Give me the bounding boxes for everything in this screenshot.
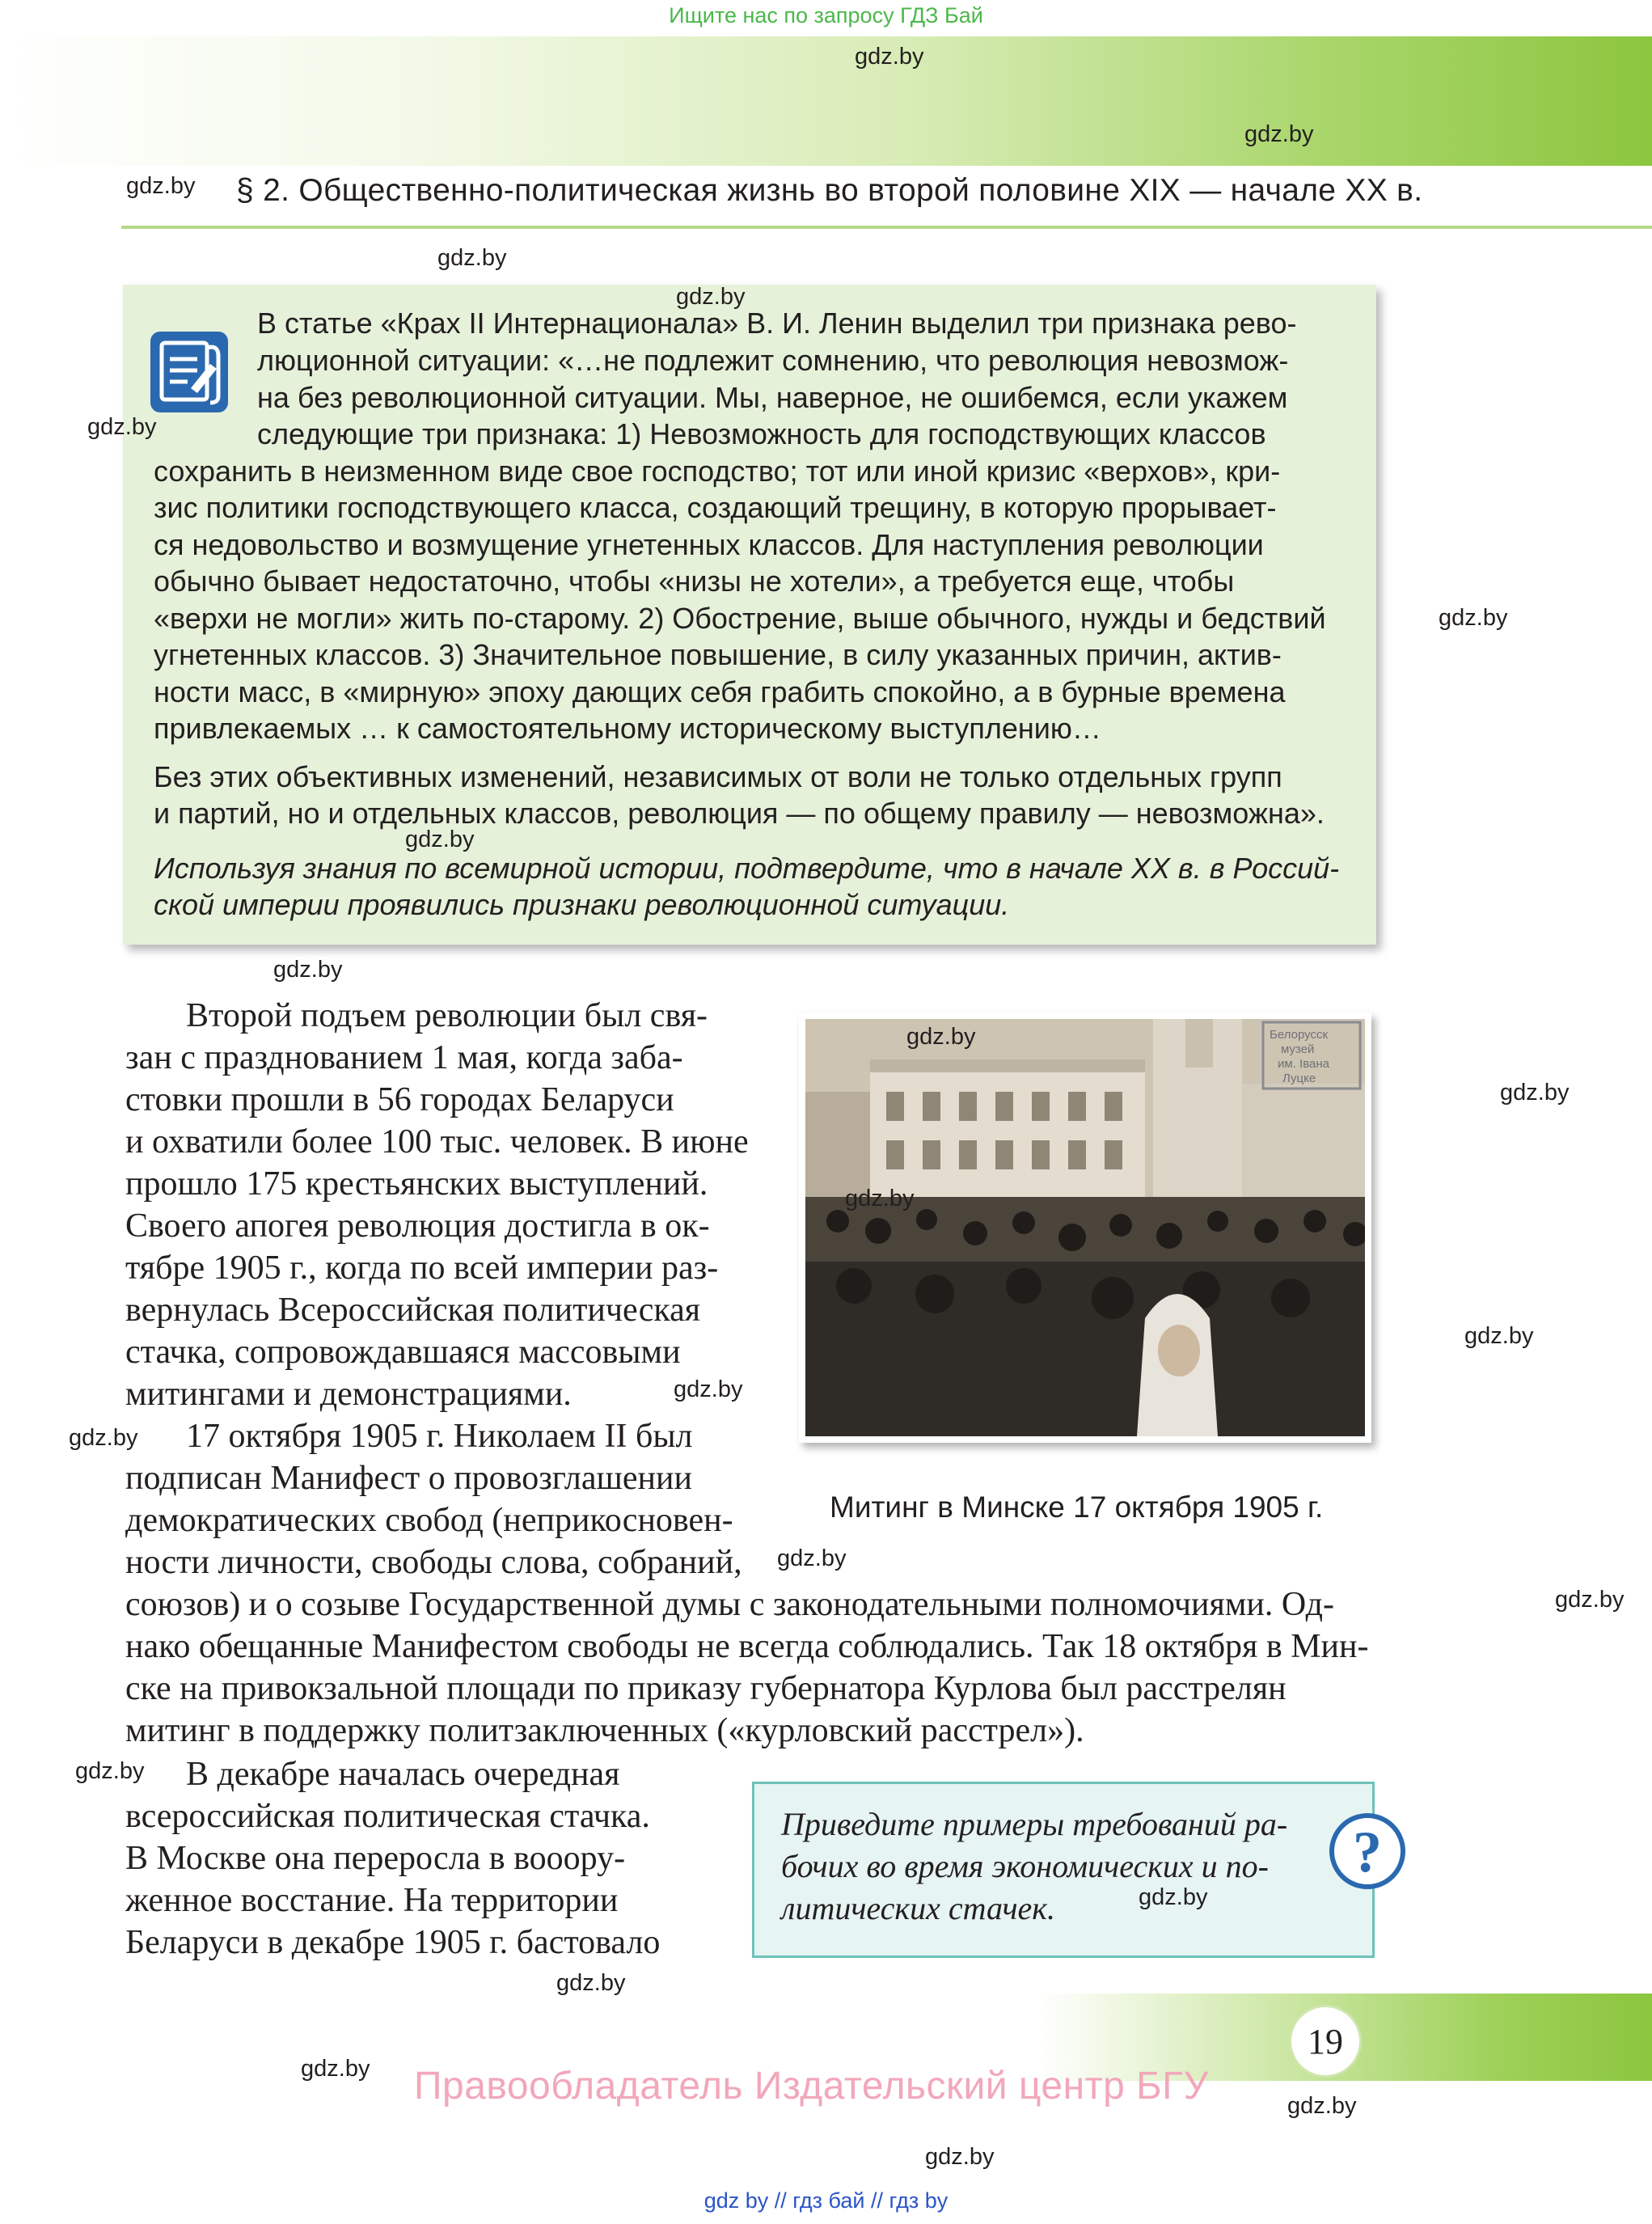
watermark: gdz.by xyxy=(855,44,924,70)
header-divider xyxy=(121,226,1652,229)
photo-stamp-line: им. Івана xyxy=(1278,1057,1329,1071)
question-mark-icon xyxy=(1328,1812,1407,1891)
watermark: gdz.by xyxy=(777,1545,847,1571)
watermark: gdz.by xyxy=(556,1970,626,1996)
quote-task-line: Используя знания по всемирной истории, подтвердите, что в начале XX в. в Россий- xyxy=(154,852,1340,885)
quote-line: Без этих объективных изменений, независимых от воли не только отдельных групп xyxy=(154,760,1282,793)
body-line: стовки прошли в 56 городах Беларуси xyxy=(125,1081,674,1118)
body-line: Второй подъем революции был свя- xyxy=(186,997,708,1034)
section-title: § 2. Общественно-политическая жизнь во второй половине XIX — начале XX в. xyxy=(236,173,1423,208)
quote-line: зис политики господствующего класса, создающий трещину, в которую прорывает- xyxy=(154,491,1277,524)
watermark: gdz.by xyxy=(1287,2093,1357,2119)
quote-line: ся недовольство и возмущение угнетенных классов. Для наступления революции xyxy=(154,528,1264,561)
question-line: бочих во время экономических и по- xyxy=(781,1848,1269,1884)
body-line: и охватили более 100 тыс. человек. В июне xyxy=(125,1123,749,1161)
quote-line: следующие три признака: 1) Невозможность для господствующих классов xyxy=(257,417,1266,450)
watermark: gdz.by xyxy=(87,414,157,440)
watermark: gdz.by xyxy=(437,245,507,271)
body-line: стачка, сопровождавшаяся массовыми xyxy=(125,1334,681,1371)
body-line: всероссийская политическая стачка. xyxy=(125,1798,650,1835)
footer-links[interactable]: gdz by // гдз бай // гдз by xyxy=(703,2188,949,2213)
body-line: В Москве она переросла в вооору- xyxy=(125,1840,626,1877)
watermark: gdz.by xyxy=(906,1024,976,1050)
body-line: зан с празднованием 1 мая, когда заба- xyxy=(125,1039,683,1076)
page-number: 19 xyxy=(1289,2005,1362,2078)
watermark: gdz.by xyxy=(674,1376,743,1402)
watermark: gdz.by xyxy=(126,173,196,199)
quote-line: люционной ситуации: «…не подлежит сомнению, что революция невозмож- xyxy=(257,344,1289,377)
quote-line: ности масс, в «мирную» эпоху дающих себя грабить спокойно, а в бурные времена xyxy=(154,675,1286,708)
quote-line: угнетенных классов. 3) Значительное повышение, в силу указанных причин, актив- xyxy=(154,638,1282,671)
watermark: gdz.by xyxy=(845,1186,915,1211)
body-line: Беларуси в декабре 1905 г. бастовало xyxy=(125,1924,661,1961)
watermark: gdz.by xyxy=(1139,1884,1208,1910)
body-line: митингами и демонстрациями. xyxy=(125,1376,572,1413)
body-line: В декабре началась очередная xyxy=(186,1756,620,1793)
quote-line: сохранить в неизменном виде свое господство; тот или иной кризис «верхов», кри- xyxy=(154,455,1281,488)
quote-line: и партий, но и отдельных классов, революция — по общему правилу — невозможна». xyxy=(154,797,1325,830)
question-line: Приведите примеры требований ра- xyxy=(781,1806,1288,1842)
watermark: gdz.by xyxy=(676,284,746,310)
photo-stamp-line: Белорусск xyxy=(1270,1028,1329,1042)
watermark: gdz.by xyxy=(301,2056,370,2082)
body-line: ске на привокзальной площади по приказу губернатора Курлова был расстрелян xyxy=(125,1670,1287,1707)
photo-stamp-line: Луцке xyxy=(1282,1072,1316,1085)
watermark: gdz.by xyxy=(925,2144,995,2170)
watermark: gdz.by xyxy=(69,1425,138,1451)
quote-line: на без революционной ситуации. Мы, наверное, не ошибемся, если укажем xyxy=(257,381,1288,414)
body-line: союзов) и о созыве Государственной думы с законодательными полномочиями. Од- xyxy=(125,1586,1335,1623)
photo-caption: Митинг в Минске 17 октября 1905 г. xyxy=(830,1490,1324,1524)
watermark: gdz.by xyxy=(75,1758,145,1784)
body-line: 17 октября 1905 г. Николаем II был xyxy=(186,1418,693,1455)
question-mark-glyph: ? xyxy=(1353,1820,1382,1884)
copyright-text: Правообладатель Издательский центр БГУ xyxy=(414,2065,1209,2108)
watermark: gdz.by xyxy=(1244,121,1314,147)
header-banner xyxy=(0,36,1652,166)
question-line: литических стачек. xyxy=(781,1890,1056,1926)
body-line: прошло 175 крестьянских выступлений. xyxy=(125,1165,708,1203)
body-line: Своего апогея революция достигла в ок- xyxy=(125,1207,710,1245)
historical-photo xyxy=(805,1019,1365,1436)
quote-line: «верхи не могли» жить по-старому. 2) Обострение, выше обычного, нужды и бедствий xyxy=(154,602,1326,635)
watermark: gdz.by xyxy=(1555,1587,1625,1613)
body-line: ности личности, свободы слова, собраний, xyxy=(125,1544,742,1581)
body-line: подписан Манифест о провозглашении xyxy=(125,1460,692,1497)
watermark: gdz.by xyxy=(1439,605,1508,631)
quote-line: В статье «Крах II Интернационала» В. И. Ленин выделил три признака рево- xyxy=(257,307,1297,340)
photo-stamp-line: музей xyxy=(1281,1042,1315,1056)
body-line: женное восстание. На территории xyxy=(125,1882,619,1919)
body-line: вернулась Всероссийская политическая xyxy=(125,1292,701,1329)
promo-text-top[interactable]: Ищите нас по запросу ГДЗ Бай xyxy=(669,3,983,27)
body-line: демократических свобод (неприкосновен- xyxy=(125,1502,733,1539)
body-line: митинг в поддержку политзаключенных («курловский расстрел»). xyxy=(125,1712,1084,1749)
quote-line: привлекаемых … к самостоятельному историческому выступлению… xyxy=(154,712,1101,745)
watermark: gdz.by xyxy=(1500,1080,1570,1106)
body-line: тябре 1905 г., когда по всей империи раз- xyxy=(125,1249,719,1287)
quote-line: обычно бывает недостаточно, чтобы «низы не хотели», а требуется еще, чтобы xyxy=(154,564,1235,598)
body-line: нако обещанные Манифестом свободы не всегда соблюдались. Так 18 октября в Мин- xyxy=(125,1628,1369,1665)
quote-task-line: ской империи проявились признаки революционной ситуации. xyxy=(154,888,1010,921)
watermark: gdz.by xyxy=(273,957,343,983)
watermark: gdz.by xyxy=(1464,1323,1534,1349)
watermark: gdz.by xyxy=(405,827,475,852)
document-scroll-icon xyxy=(150,332,228,412)
